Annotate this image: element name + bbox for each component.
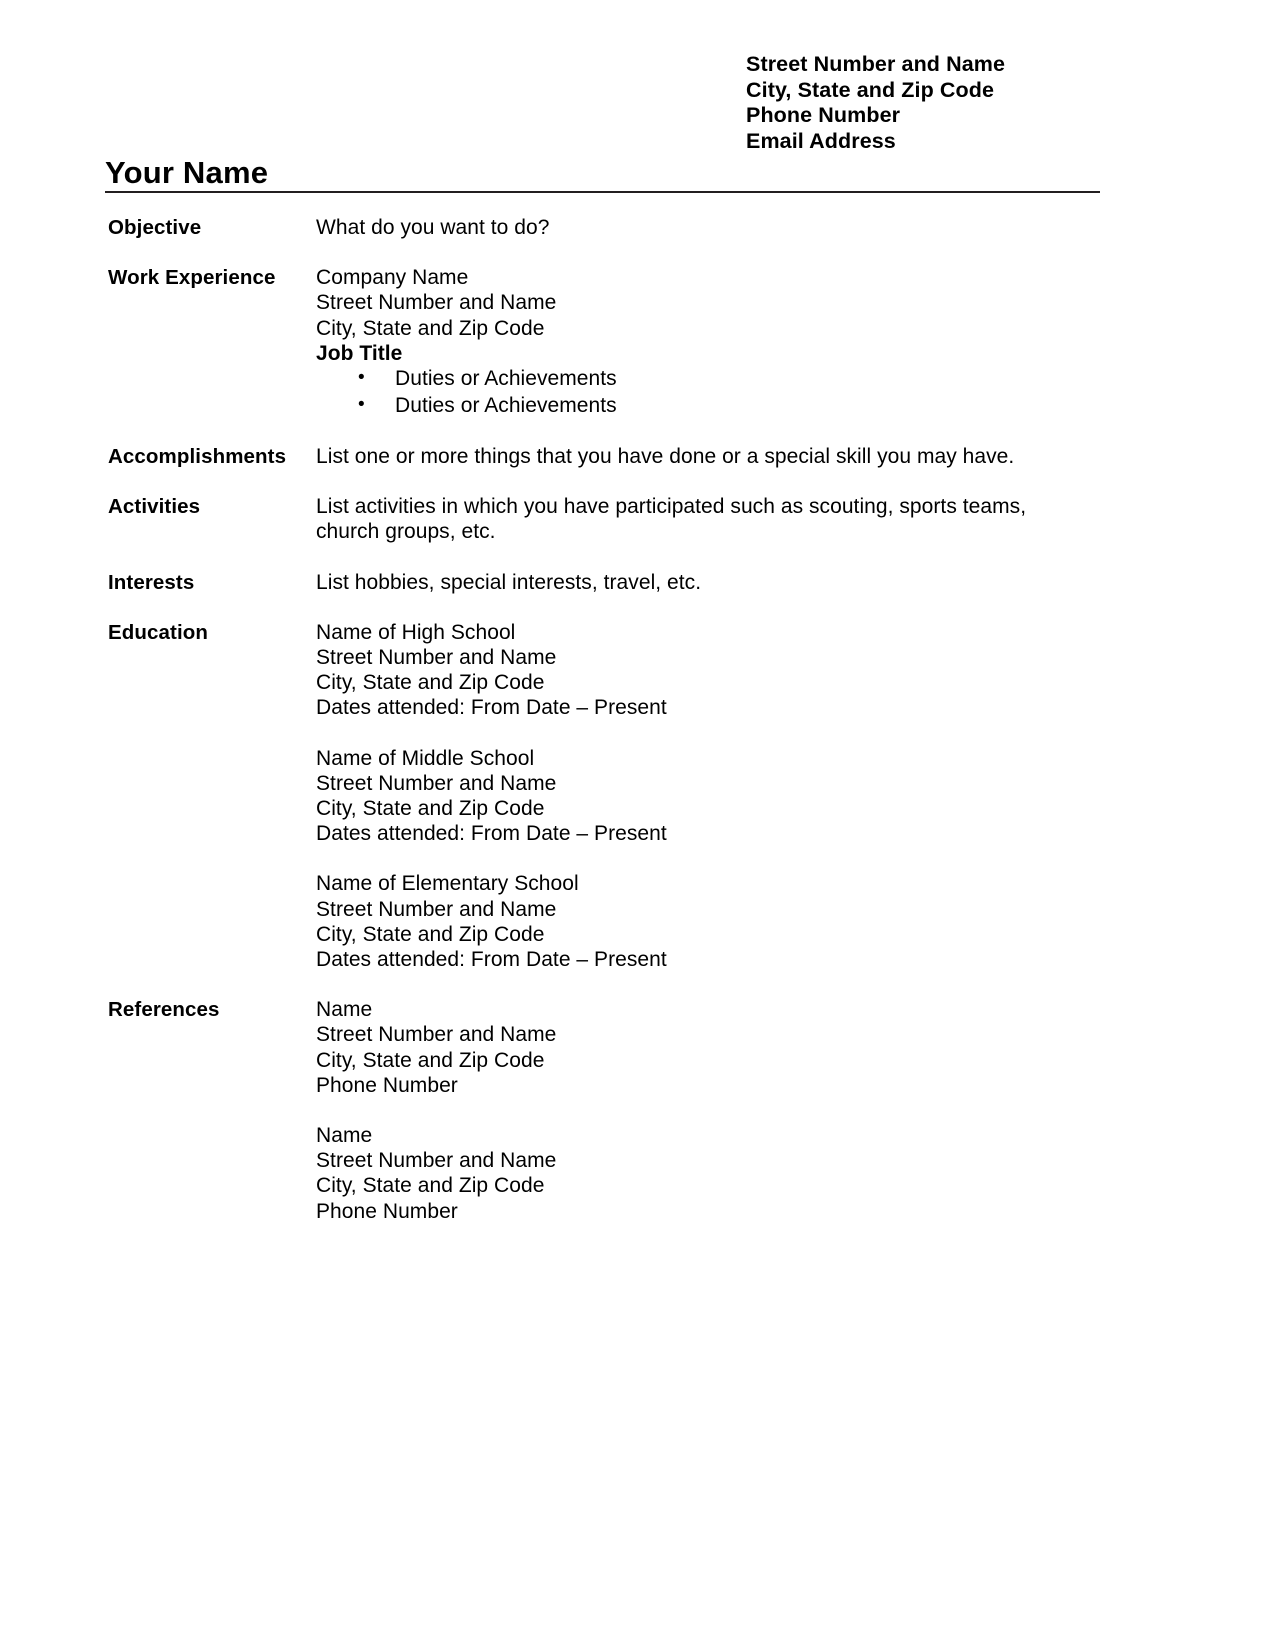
reference-city-state-zip: City, State and Zip Code	[316, 1048, 545, 1072]
activities-text: List activities in which you have participated such as scouting, sports teams, church groups, etc.	[316, 495, 1027, 544]
section-content-references	[316, 997, 1108, 1224]
resume-body	[108, 215, 1108, 1224]
list-item: • Duties or Achievements	[316, 393, 1108, 420]
section-label-education: Education	[108, 620, 208, 644]
education-city-state-zip: City, State and Zip Code	[316, 797, 545, 821]
work-city-state-zip: City, State and Zip Code	[316, 316, 545, 340]
education-dates: Dates attended: From Date – Present	[316, 696, 667, 720]
section-objective	[108, 215, 1108, 240]
contact-city-state-zip: City, State and Zip Code	[746, 77, 995, 102]
list-item: • Duties or Achievements	[316, 366, 1108, 393]
contact-header	[746, 52, 1005, 154]
reference-entry	[316, 1123, 1108, 1224]
contact-email: Email Address	[746, 128, 896, 153]
education-school-name: Name of Elementary School	[316, 872, 579, 896]
objective-text: What do you want to do?	[316, 216, 550, 239]
header-divider	[105, 191, 1100, 193]
education-city-state-zip: City, State and Zip Code	[316, 671, 545, 695]
section-content-accomplishments	[316, 444, 1108, 469]
reference-name: Name	[316, 998, 373, 1022]
section-label-interests: Interests	[108, 570, 195, 594]
section-content-interests	[316, 570, 1108, 595]
education-city-state-zip: City, State and Zip Code	[316, 922, 545, 946]
education-dates: Dates attended: From Date – Present	[316, 822, 667, 846]
education-entry	[316, 871, 1108, 972]
work-job-title: Job Title	[316, 341, 403, 365]
reference-street: Street Number and Name	[316, 1023, 557, 1047]
education-dates: Dates attended: From Date – Present	[316, 948, 667, 972]
section-label-activities: Activities	[108, 495, 201, 519]
education-entry	[316, 746, 1108, 847]
education-school-name: Name of High School	[316, 620, 516, 644]
section-activities	[108, 494, 1108, 544]
accomplishments-text: List one or more things that you have done or a special skill you may have.	[316, 445, 1015, 469]
section-content-activities	[316, 494, 1108, 544]
work-duties-list	[316, 366, 1108, 419]
section-content-work-experience	[316, 265, 1108, 419]
reference-street: Street Number and Name	[316, 1149, 557, 1173]
education-street: Street Number and Name	[316, 897, 557, 921]
reference-entry	[316, 997, 1108, 1098]
name-block	[105, 156, 1100, 193]
reference-phone: Phone Number	[316, 1073, 458, 1097]
contact-street: Street Number and Name	[746, 52, 1006, 76]
reference-city-state-zip: City, State and Zip Code	[316, 1174, 545, 1198]
education-street: Street Number and Name	[316, 771, 557, 795]
section-content-education	[316, 620, 1108, 972]
work-company-name: Company Name	[316, 266, 469, 290]
section-content-objective	[316, 215, 1108, 240]
reference-name: Name	[316, 1124, 373, 1148]
contact-phone: Phone Number	[746, 103, 901, 127]
section-accomplishments	[108, 444, 1108, 469]
section-interests	[108, 570, 1108, 595]
section-references	[108, 997, 1108, 1224]
work-street: Street Number and Name	[316, 291, 557, 315]
section-label-work-experience: Work Experience	[108, 266, 276, 290]
education-street: Street Number and Name	[316, 646, 557, 670]
education-entry	[316, 620, 1108, 721]
page-title: Your Name	[105, 155, 269, 190]
reference-phone: Phone Number	[316, 1199, 458, 1223]
interests-text: List hobbies, special interests, travel, etc.	[316, 570, 702, 594]
section-work-experience	[108, 265, 1108, 419]
section-label-objective: Objective	[108, 216, 202, 239]
section-label-accomplishments: Accomplishments	[108, 445, 287, 469]
education-school-name: Name of Middle School	[316, 746, 535, 770]
section-label-references: References	[108, 998, 220, 1022]
section-education	[108, 620, 1108, 972]
